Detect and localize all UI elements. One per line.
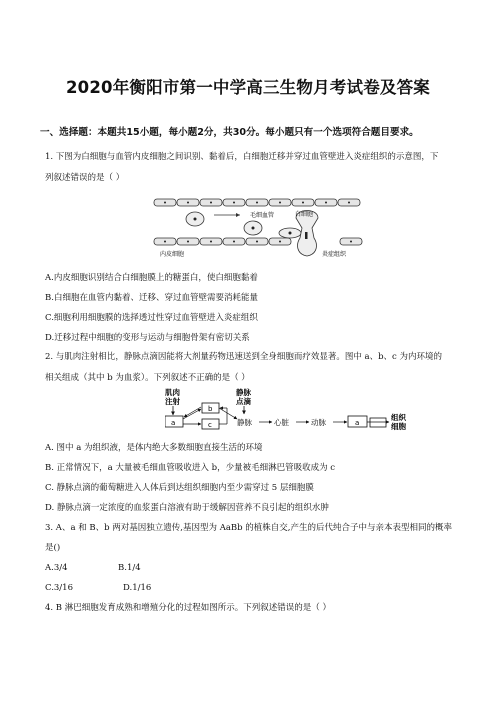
- q3-option-a: A.3/4: [45, 563, 68, 573]
- q3-stem-line2: 是(): [45, 543, 61, 553]
- q3-option-c: C.3/16: [45, 583, 73, 593]
- q1-label-capillary: 毛细血管: [250, 212, 275, 219]
- q2-label-tissue-2: 细胞: [391, 422, 406, 431]
- q2-diagram: [165, 386, 435, 436]
- section-header: 一、选择题：本题共15小题，每小题2分，共30分。每小题只有一个选项符合题目要求。: [40, 127, 419, 138]
- q2-option-d: D. 静脉点滴一定浓度的血浆蛋白溶液有助于缓解因营养不良引起的组织水肿: [45, 503, 329, 513]
- svg-text:a: a: [171, 419, 176, 427]
- q2-option-a: A. 图中 a 为组织液，是体内绝大多数细胞直接生活的环境: [45, 443, 263, 453]
- svg-text:a: a: [355, 419, 360, 427]
- svg-text:c: c: [208, 421, 212, 429]
- q2-label-im-1: 肌肉: [165, 388, 180, 397]
- q4-stem: 4. B 淋巴细胞发育成熟和增殖分化的过程如图所示。下列叙述错误的是（ ）: [45, 603, 331, 613]
- q2-stem-line2: 相关组成（其中 b 为血浆）。下列叙述不正确的是（ ）: [45, 373, 250, 383]
- q2-label-iv-1: 静脉: [236, 388, 251, 397]
- q2-label-im-2: 注射: [165, 397, 180, 406]
- q1-option-a: A.内皮细胞识别结合白细胞膜上的糖蛋白，使白细胞黏着: [45, 273, 258, 283]
- q1-label-white-cell: 白细胞: [295, 211, 314, 218]
- q1-label-inflamed: 炎症组织: [322, 251, 347, 258]
- q2-label-tissue-1: 组织: [391, 413, 406, 422]
- q3-option-b: B.1/4: [118, 563, 141, 573]
- q2-label-heart: 心脏: [274, 418, 289, 427]
- q2-label-vein: 静脉: [237, 418, 252, 427]
- q1-figure: [150, 196, 378, 262]
- q1-option-b: B.白细胞在血管内黏着、迁移、穿过血管壁需要消耗能量: [45, 293, 258, 303]
- q2-option-b: B. 正常情况下，a 大量被毛细血管吸收进入 b，少量被毛细淋巴管吸收成为 c: [45, 463, 336, 473]
- page-title: 2020年衡阳市第一中学高三生物月考试卷及答案: [65, 78, 431, 97]
- q1-option-d: D.迁移过程中细胞的变形与运动与细胞骨架有密切关系: [45, 333, 250, 343]
- q2-option-c: C. 静脉点滴的葡萄糖进入人体后到达组织细胞内至少需穿过 5 层细胞膜: [45, 483, 314, 493]
- q3-option-d: D.1/16: [123, 583, 152, 593]
- q2-box-blank: [370, 418, 386, 427]
- q1-label-endothelial: 内皮细胞: [160, 251, 185, 258]
- q2-stem-line1: 2. 与肌肉注射相比，静脉点滴因能将大剂量药物迅速送到全身细胞而疗效显著。图中 a、b、c 为内环境的: [45, 352, 442, 362]
- q3-stem-line1: 3. A、a 和 B、b 两对基因独立遗传,基因型为 AaBb 的植株自交,产生的后代纯合子中与亲本表型相同的概率: [45, 523, 453, 533]
- svg-text:b: b: [208, 405, 213, 413]
- q2-label-artery: 动脉: [311, 418, 326, 427]
- q2-label-iv-2: 点滴: [236, 397, 251, 406]
- q1-stem-line2: 列叙述错误的是（ ）: [45, 173, 125, 183]
- q1-option-c: C.细胞利用细胞膜的选择透过性穿过血管壁进入炎症组织: [45, 313, 258, 323]
- q1-stem-line1: 1. 下图为白细胞与血管内皮细胞之间识别、黏着后，白细胞迁移并穿过血管壁进入炎症组织的示意图，下: [45, 152, 439, 162]
